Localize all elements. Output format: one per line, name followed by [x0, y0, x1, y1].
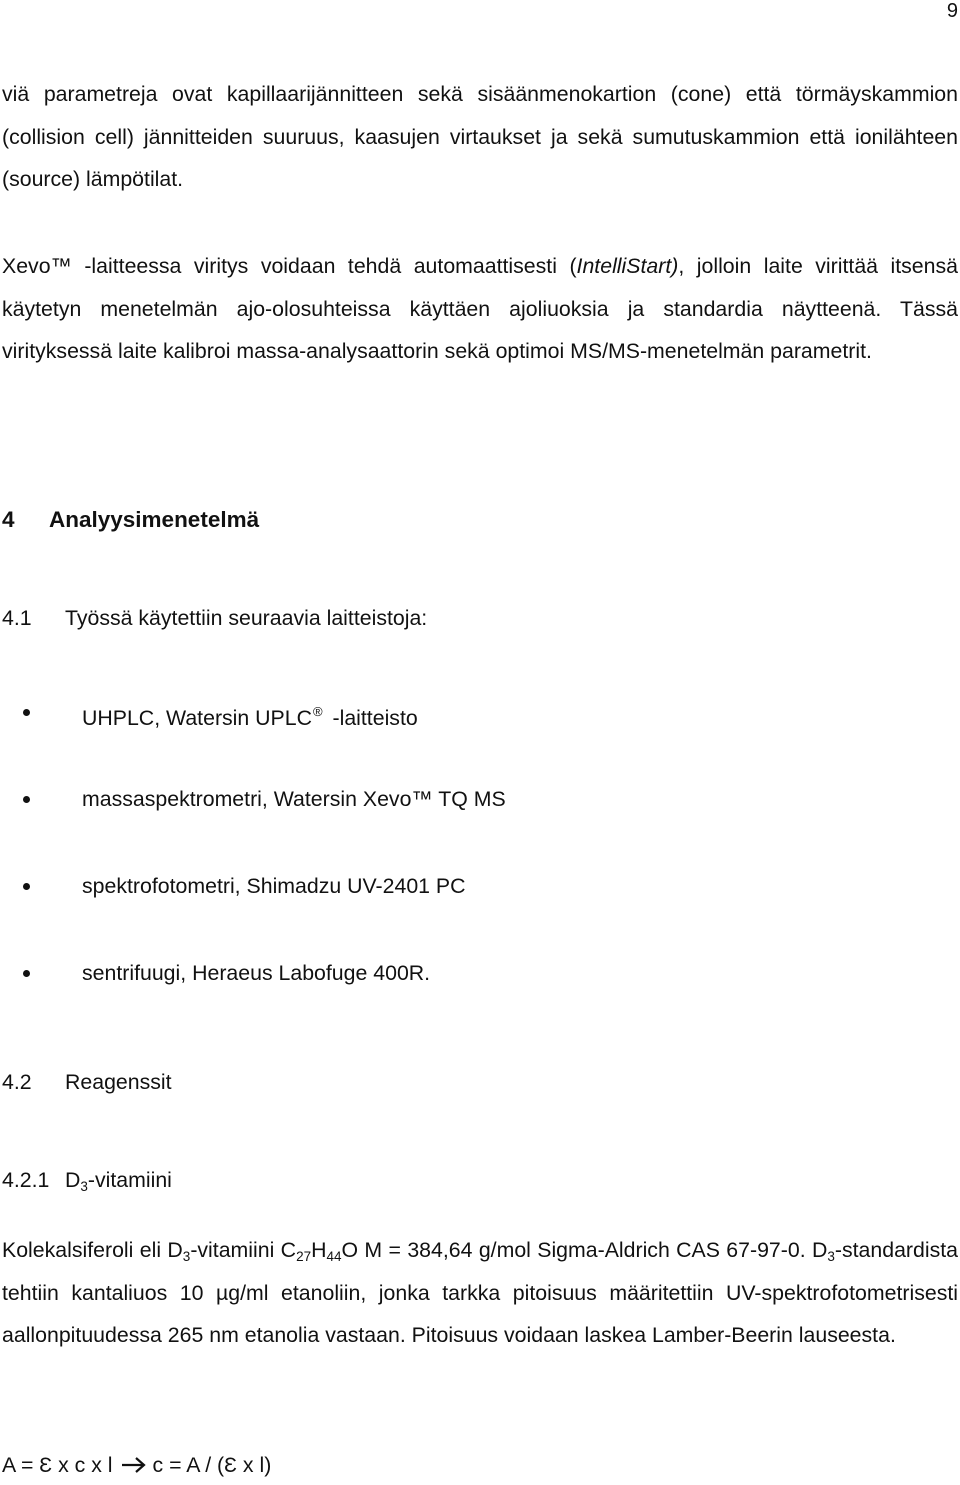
bullet-icon	[23, 709, 30, 716]
section-4-2-1-number: 4.2.1	[2, 1168, 50, 1192]
lambert-beer-formula	[2, 1445, 271, 1485]
section-4-title: Analyysimenetelmä	[49, 507, 260, 532]
arrow-right-icon	[121, 1456, 147, 1474]
p3-sub-2: 27	[296, 1249, 312, 1264]
p3-text-1: Kolekalsiferoli eli D	[2, 1238, 183, 1262]
p3-sub-1: 3	[182, 1249, 191, 1264]
formula-right: c = A / (Ɛ x l)	[152, 1453, 272, 1477]
equipment-mass-spectrometer: massaspektrometri, Watersin Xevo™ TQ MS	[82, 787, 506, 811]
xevo-text-part1: Xevo™ -laitteessa viritys voidaan tehdä automaattisesti (	[2, 254, 577, 278]
section-4-2-title: Reagenssit	[65, 1070, 172, 1094]
page-number: 9	[946, 0, 958, 22]
bullet-icon	[23, 796, 30, 803]
d3-suffix: -vitamiini	[87, 1168, 172, 1192]
bullet-icon	[23, 970, 30, 977]
section-4-2-1-title	[65, 1168, 172, 1192]
d3-letter: D	[65, 1168, 81, 1192]
equipment-spectrophotometer: spektrofotometri, Shimadzu UV-2401 PC	[82, 874, 466, 898]
d3-subscript: 3	[80, 1179, 88, 1194]
p3-sub-3: 44	[326, 1249, 342, 1264]
section-4-2-1-heading	[2, 1160, 172, 1200]
section-4-number: 4	[2, 507, 15, 532]
p3-text-4: O M = 384,64 g/mol Sigma-Aldrich CAS 67-97-0. D	[341, 1238, 828, 1262]
equipment-uhplc-name: UHPLC, Watersin UPLC	[82, 706, 312, 730]
equipment-uhplc	[82, 692, 418, 738]
cholecalciferol-paragraph	[2, 1229, 958, 1357]
registered-mark: ®	[312, 704, 323, 719]
section-4-1-title: Työssä käytettiin seuraavia laitteistoja:	[65, 606, 428, 630]
section-4-1-number: 4.1	[2, 606, 32, 630]
intellistart-italic: IntelliStart)	[576, 254, 679, 278]
section-4-heading	[2, 500, 259, 540]
p3-text-2: -vitamiini C	[190, 1238, 297, 1262]
xevo-text-part2: , jolloin laite virittää itsensä käytetyn menetelmän ajo-olosuhteissa käyttäen ajoliuoksia ja standardia näytteenä. Tässä virityksessä laite kalibroi massa-analysaattorin sekä optimoi MS/MS-menetelmän parametrit.	[2, 254, 958, 364]
formula-left: A = Ɛ x c x l	[2, 1453, 113, 1477]
p3-text-3: H	[311, 1238, 327, 1262]
equipment-centrifuge: sentrifuugi, Heraeus Labofuge 400R.	[82, 961, 431, 985]
bullet-icon	[23, 883, 30, 890]
xevo-tuning-paragraph	[2, 245, 958, 373]
section-4-2-heading	[2, 1062, 172, 1102]
intro-paragraph: viä parametreja ovat kapillaarijännitteen sekä sisäänmenokartion (cone) että törmäyskammion (collision cell) jännitteiden suuruus, kaasujen virtaukset ja sekä sumutuskammion että ionilähteen (source) lämpötilat.	[2, 82, 958, 192]
equipment-uhplc-suffix: -laitteisto	[326, 706, 418, 730]
section-4-2-number: 4.2	[2, 1070, 32, 1094]
section-4-1-heading	[2, 598, 427, 638]
p3-sub-4: 3	[827, 1249, 835, 1264]
p3-text-5: -standardista tehtiin kantaliuos 10 µg/ml etanoliin, jonka tarkka pitoisuus määritettiin UV-spektrofotometrisesti aallonpituudessa 265 nm etanolia vastaan. Pitoisuus voidaan laskea Lamber-Beerin lauseesta.	[2, 1238, 958, 1348]
